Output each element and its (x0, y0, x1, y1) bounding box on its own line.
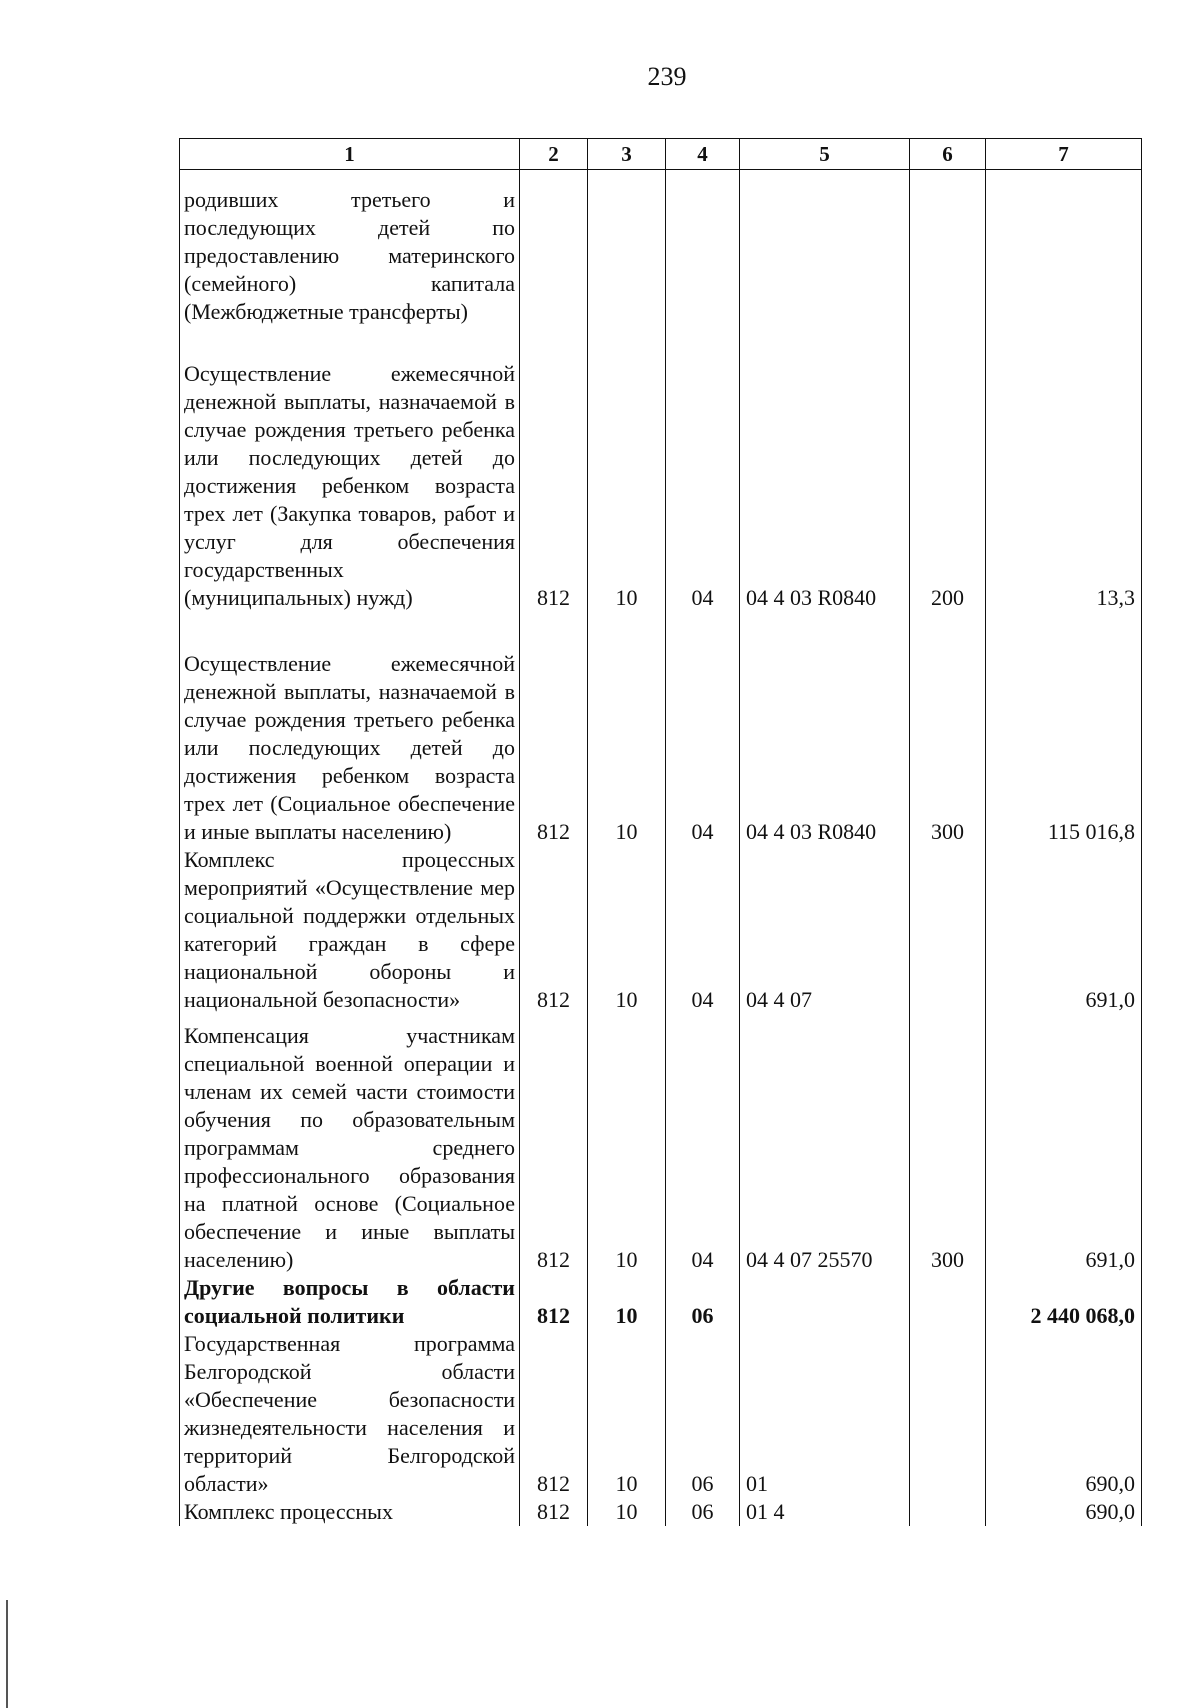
budget-table (179, 138, 1142, 1526)
header-col-5: 5 (740, 139, 910, 170)
row-expense-type (910, 846, 986, 1014)
header-col-4: 4 (666, 139, 740, 170)
header-col-2: 2 (520, 139, 588, 170)
row-section: 10 (588, 1498, 666, 1526)
row-subsection: 04 (666, 326, 740, 612)
row-expense-type (910, 1274, 986, 1330)
row-description: Осуществление ежемесячной денежной выплаты, назначаемой в случае рождения третьего ребенка или последующих детей до достижения ребенком возраста трех лет (Закупка товаров, работ и услуг для обеспечения государственных (муниципальных) нужд) (180, 326, 520, 612)
row-target-article: 01 (740, 1330, 910, 1498)
scan-margin-line (6, 1600, 8, 1708)
row-expense-type: 300 (910, 612, 986, 846)
row-description: Осуществление ежемесячной денежной выплаты, назначаемой в случае рождения третьего ребенка или последующих детей до достижения ребенком возраста трех лет (Социальное обеспечение и иные выплаты населению) (180, 612, 520, 846)
row-subsection: 06 (666, 1330, 740, 1498)
row-section (588, 170, 666, 327)
row-subsection: 06 (666, 1274, 740, 1330)
row-description: Другие вопросы в области социальной политики (180, 1274, 520, 1330)
row-description: родивших третьего и последующих детей по предоставлению материнского (семейного) капитала (Межбюджетные трансферты) (180, 170, 520, 327)
row-chapter-code: 812 (520, 326, 588, 612)
row-chapter-code: 812 (520, 1014, 588, 1274)
table-row (180, 1274, 1142, 1330)
row-amount: 691,0 (986, 1014, 1142, 1274)
row-target-article: 04 4 07 (740, 846, 910, 1014)
row-amount (986, 170, 1142, 327)
row-amount: 115 016,8 (986, 612, 1142, 846)
header-col-7: 7 (986, 139, 1142, 170)
row-amount: 690,0 (986, 1330, 1142, 1498)
row-expense-type: 200 (910, 326, 986, 612)
row-target-article: 04 4 03 R0840 (740, 612, 910, 846)
table-row (180, 1014, 1142, 1274)
row-expense-type (910, 170, 986, 327)
row-subsection: 04 (666, 846, 740, 1014)
row-amount: 13,3 (986, 326, 1142, 612)
header-col-1: 1 (180, 139, 520, 170)
row-chapter-code: 812 (520, 1330, 588, 1498)
row-target-article: 01 4 (740, 1498, 910, 1526)
row-chapter-code: 812 (520, 846, 588, 1014)
row-chapter-code: 812 (520, 612, 588, 846)
row-amount: 690,0 (986, 1498, 1142, 1526)
row-chapter-code: 812 (520, 1498, 588, 1526)
budget-table-container (179, 138, 1142, 1526)
row-description: Государственная программа Белгородской области «Обеспечение безопасности жизнедеятельности населения и территорий Белгородской области» (180, 1330, 520, 1498)
row-target-article (740, 1274, 910, 1330)
row-chapter-code (520, 170, 588, 327)
row-expense-type (910, 1498, 986, 1526)
page-number: 239 (647, 62, 687, 91)
row-subsection: 04 (666, 1014, 740, 1274)
table-body (180, 170, 1142, 1527)
row-description: Комплекс процессных (180, 1498, 520, 1526)
table-row (180, 326, 1142, 612)
table-row (180, 612, 1142, 846)
header-col-6: 6 (910, 139, 986, 170)
row-section: 10 (588, 612, 666, 846)
row-subsection: 04 (666, 612, 740, 846)
row-section: 10 (588, 326, 666, 612)
row-amount: 691,0 (986, 846, 1142, 1014)
row-section: 10 (588, 1330, 666, 1498)
row-target-article: 04 4 07 25570 (740, 1014, 910, 1274)
row-section: 10 (588, 846, 666, 1014)
row-expense-type: 300 (910, 1014, 986, 1274)
row-section: 10 (588, 1274, 666, 1330)
table-row (180, 846, 1142, 1014)
row-subsection (666, 170, 740, 327)
row-target-article: 04 4 03 R0840 (740, 326, 910, 612)
row-amount: 2 440 068,0 (986, 1274, 1142, 1330)
row-subsection: 06 (666, 1498, 740, 1526)
row-expense-type (910, 1330, 986, 1498)
row-chapter-code: 812 (520, 1274, 588, 1330)
row-description: Комплекс процессных мероприятий «Осуществление мер социальной поддержки отдельных категорий граждан в сфере национальной обороны и национальной безопасности» (180, 846, 520, 1014)
table-row (180, 1498, 1142, 1526)
row-target-article (740, 170, 910, 327)
row-description: Компенсация участникам специальной военной операции и членам их семей части стоимости обучения по образовательным программам среднего профессионального образования на платной основе (Социальное обеспечение и иные выплаты населению) (180, 1014, 520, 1274)
header-row (180, 139, 1142, 170)
row-section: 10 (588, 1014, 666, 1274)
table-row (180, 170, 1142, 327)
table-row (180, 1330, 1142, 1498)
header-col-3: 3 (588, 139, 666, 170)
